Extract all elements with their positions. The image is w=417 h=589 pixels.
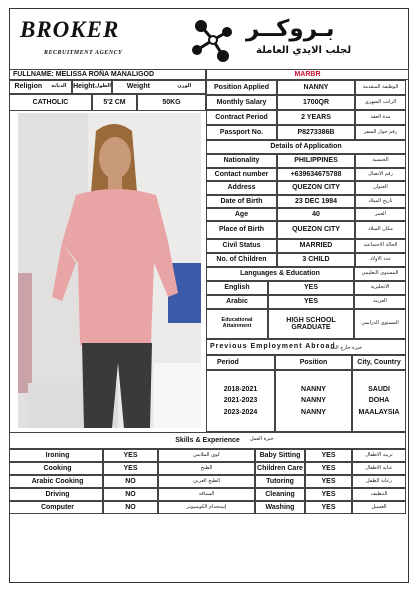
skill-right-3-label: Cleaning bbox=[255, 488, 305, 501]
weight-header bbox=[112, 80, 206, 94]
skill-left-3-arabic: السياقة bbox=[158, 488, 255, 501]
skills-title-text: Skills & Experience bbox=[175, 436, 240, 444]
detail-2-value: QUEZON CITY bbox=[277, 181, 355, 195]
detail-3-arabic: تاريخ الميلاد bbox=[355, 195, 406, 208]
detail-6-label: Civil Status bbox=[206, 239, 277, 253]
period-cell bbox=[206, 370, 275, 432]
skill-left-1-value: YES bbox=[103, 462, 158, 475]
country-1: SAUDI bbox=[368, 385, 390, 393]
country-2: DOHA bbox=[368, 397, 390, 405]
period-header: Period bbox=[206, 355, 275, 370]
detail-3-value: 23 DEC 1984 bbox=[277, 195, 355, 208]
lang-1-arabic: العربية bbox=[354, 295, 406, 309]
field-1-value: 1700QR bbox=[277, 95, 355, 110]
field-2-arabic: مدة العقد bbox=[355, 110, 406, 125]
education-label: Educational Attainment bbox=[206, 309, 268, 339]
religion-value: CATHOLIC bbox=[9, 94, 92, 111]
skills-title-arabic: خبرة العمل bbox=[250, 436, 274, 442]
skill-right-4-value: YES bbox=[305, 501, 352, 514]
employment-title-text: Previous Employment Abroad bbox=[210, 343, 336, 351]
detail-1-value: +639634675788 bbox=[277, 168, 355, 181]
lang-1-value: YES bbox=[268, 295, 354, 309]
country-3: MAALAYSIA bbox=[358, 408, 400, 416]
period-1: 2018-2021 bbox=[223, 385, 258, 393]
position-cell bbox=[275, 370, 352, 432]
languages-title: Languages & Education bbox=[206, 267, 354, 281]
skill-left-4-label: Computer bbox=[9, 501, 103, 514]
position-2: NANNY bbox=[301, 397, 326, 405]
period-2: 2021-2023 bbox=[223, 397, 258, 405]
detail-4-arabic: العمر bbox=[355, 208, 406, 221]
weight-value: 50KG bbox=[137, 94, 206, 111]
brand-name-arabic: بـروكــر bbox=[246, 16, 335, 42]
position-3: NANNY bbox=[301, 408, 326, 416]
education-value bbox=[268, 309, 354, 339]
skill-left-1-label: Cooking bbox=[9, 462, 103, 475]
skill-right-1-value: YES bbox=[305, 462, 352, 475]
skill-right-2-arabic: رعاية الطفل bbox=[352, 475, 406, 488]
detail-4-label: Age bbox=[206, 208, 277, 221]
brand-subtitle: RECRUITMENT AGENCY bbox=[44, 50, 123, 56]
detail-6-arabic: الحالة الاجتماعية bbox=[355, 239, 406, 253]
skill-right-4-arabic: الغسيل bbox=[352, 501, 406, 514]
field-3-label: Passport No. bbox=[206, 125, 277, 140]
skill-right-3-arabic: التنظيف bbox=[352, 488, 406, 501]
skill-right-4-label: Washing bbox=[255, 501, 305, 514]
field-3-value: P8273386B bbox=[277, 125, 355, 140]
skill-right-2-label: Tutoring bbox=[255, 475, 305, 488]
lang-1-label: Arabic bbox=[206, 295, 268, 309]
detail-7-value: 3 CHILD bbox=[277, 253, 355, 267]
field-2-value: 2 YEARS bbox=[277, 110, 355, 125]
employment-title-arabic: خبرة خارج البلد bbox=[330, 345, 363, 351]
height-label-arabic: الطول bbox=[94, 83, 111, 90]
height-header bbox=[72, 80, 112, 94]
detail-5-value: QUEZON CITY bbox=[277, 221, 355, 239]
country-cell bbox=[352, 370, 406, 432]
skill-left-0-label: Ironing bbox=[9, 449, 103, 462]
skills-title bbox=[9, 432, 406, 449]
religion-label: Religion bbox=[14, 83, 43, 91]
fullname: FULLNAME: MELISSA ROÑA MANALIGOD bbox=[9, 69, 206, 80]
height-value: 5'2 CM bbox=[92, 94, 137, 111]
lang-0-value: YES bbox=[268, 281, 354, 295]
skill-left-4-value: NO bbox=[103, 501, 158, 514]
education-value-line-2: GRADUATE bbox=[291, 324, 331, 331]
field-1-arabic: الراتب الشهري bbox=[355, 95, 406, 110]
skill-left-3-label: Driving bbox=[9, 488, 103, 501]
brand-subtitle-arabic: لجلب الايدي العاملة bbox=[256, 45, 352, 56]
skill-right-2-value: YES bbox=[305, 475, 352, 488]
field-0-arabic: الوظيفة المتقدمة bbox=[355, 80, 406, 95]
field-3-arabic: رقم جواز السفر bbox=[355, 125, 406, 140]
skill-right-0-value: YES bbox=[305, 449, 352, 462]
position-1: NANNY bbox=[301, 385, 326, 393]
detail-7-label: No. of Children bbox=[206, 253, 277, 267]
education-value-line-1: HIGH SCHOOL bbox=[286, 316, 336, 324]
field-0-value: NANNY bbox=[277, 80, 355, 95]
languages-title-arabic: المستوى التعليمي bbox=[354, 267, 406, 281]
country-header: City, Country bbox=[352, 355, 406, 370]
detail-1-label: Contact number bbox=[206, 168, 277, 181]
detail-5-arabic: مكان الميلاد bbox=[355, 221, 406, 239]
religion-header bbox=[9, 80, 72, 94]
molecule-logo-icon bbox=[187, 16, 239, 64]
detail-5-label: Place of Birth bbox=[206, 221, 277, 239]
period-3: 2023-2024 bbox=[223, 408, 258, 416]
skill-left-0-value: YES bbox=[103, 449, 158, 462]
detail-0-arabic: الجنسية bbox=[355, 154, 406, 168]
skill-left-4-arabic: إستخدام الكومبيوتر bbox=[158, 501, 255, 514]
skill-right-0-arabic: تربية الاطفال bbox=[352, 449, 406, 462]
detail-4-value: 40 bbox=[277, 208, 355, 221]
height-label: Height bbox=[73, 83, 95, 91]
skill-right-1-arabic: عناية الاطفال bbox=[352, 462, 406, 475]
lang-0-label: English bbox=[206, 281, 268, 295]
skill-right-1-label: Children Care bbox=[255, 462, 305, 475]
detail-6-value: MARRIED bbox=[277, 239, 355, 253]
religion-label-arabic: الديانة bbox=[51, 83, 67, 90]
skill-left-2-value: NO bbox=[103, 475, 158, 488]
detail-2-label: Address bbox=[206, 181, 277, 195]
detail-0-label: Nationality bbox=[206, 154, 277, 168]
detail-7-arabic: عدد الاولاد bbox=[355, 253, 406, 267]
position-header: Position bbox=[275, 355, 352, 370]
detail-0-value: PHILIPPINES bbox=[277, 154, 355, 168]
detail-2-arabic: العنوان bbox=[355, 181, 406, 195]
skill-left-0-arabic: كوي الملابس bbox=[158, 449, 255, 462]
details-title: Details of Application bbox=[206, 140, 406, 154]
reference-code: MARBR bbox=[206, 69, 409, 80]
skill-left-3-value: NO bbox=[103, 488, 158, 501]
employment-title bbox=[206, 339, 406, 355]
skill-left-2-label: Arabic Cooking bbox=[9, 475, 103, 488]
applicant-photo bbox=[18, 113, 201, 428]
detail-3-label: Date of Birth bbox=[206, 195, 277, 208]
skill-right-3-value: YES bbox=[305, 488, 352, 501]
weight-label: Weight bbox=[126, 83, 150, 91]
brand-name: BROKER bbox=[20, 17, 120, 42]
field-1-label: Monthly Salary bbox=[206, 95, 277, 110]
field-2-label: Contract Period bbox=[206, 110, 277, 125]
skill-left-2-arabic: الطبخ العربي bbox=[158, 475, 255, 488]
weight-label-arabic: الوزن bbox=[177, 83, 192, 90]
detail-1-arabic: رقم الاتصال bbox=[355, 168, 406, 181]
skill-left-1-arabic: الطبخ bbox=[158, 462, 255, 475]
education-arabic: المستوى الدراسي bbox=[354, 309, 406, 339]
field-0-label: Position Applied bbox=[206, 80, 277, 95]
skill-right-0-label: Baby Sitting bbox=[255, 449, 305, 462]
lang-0-arabic: الانجليزية bbox=[354, 281, 406, 295]
